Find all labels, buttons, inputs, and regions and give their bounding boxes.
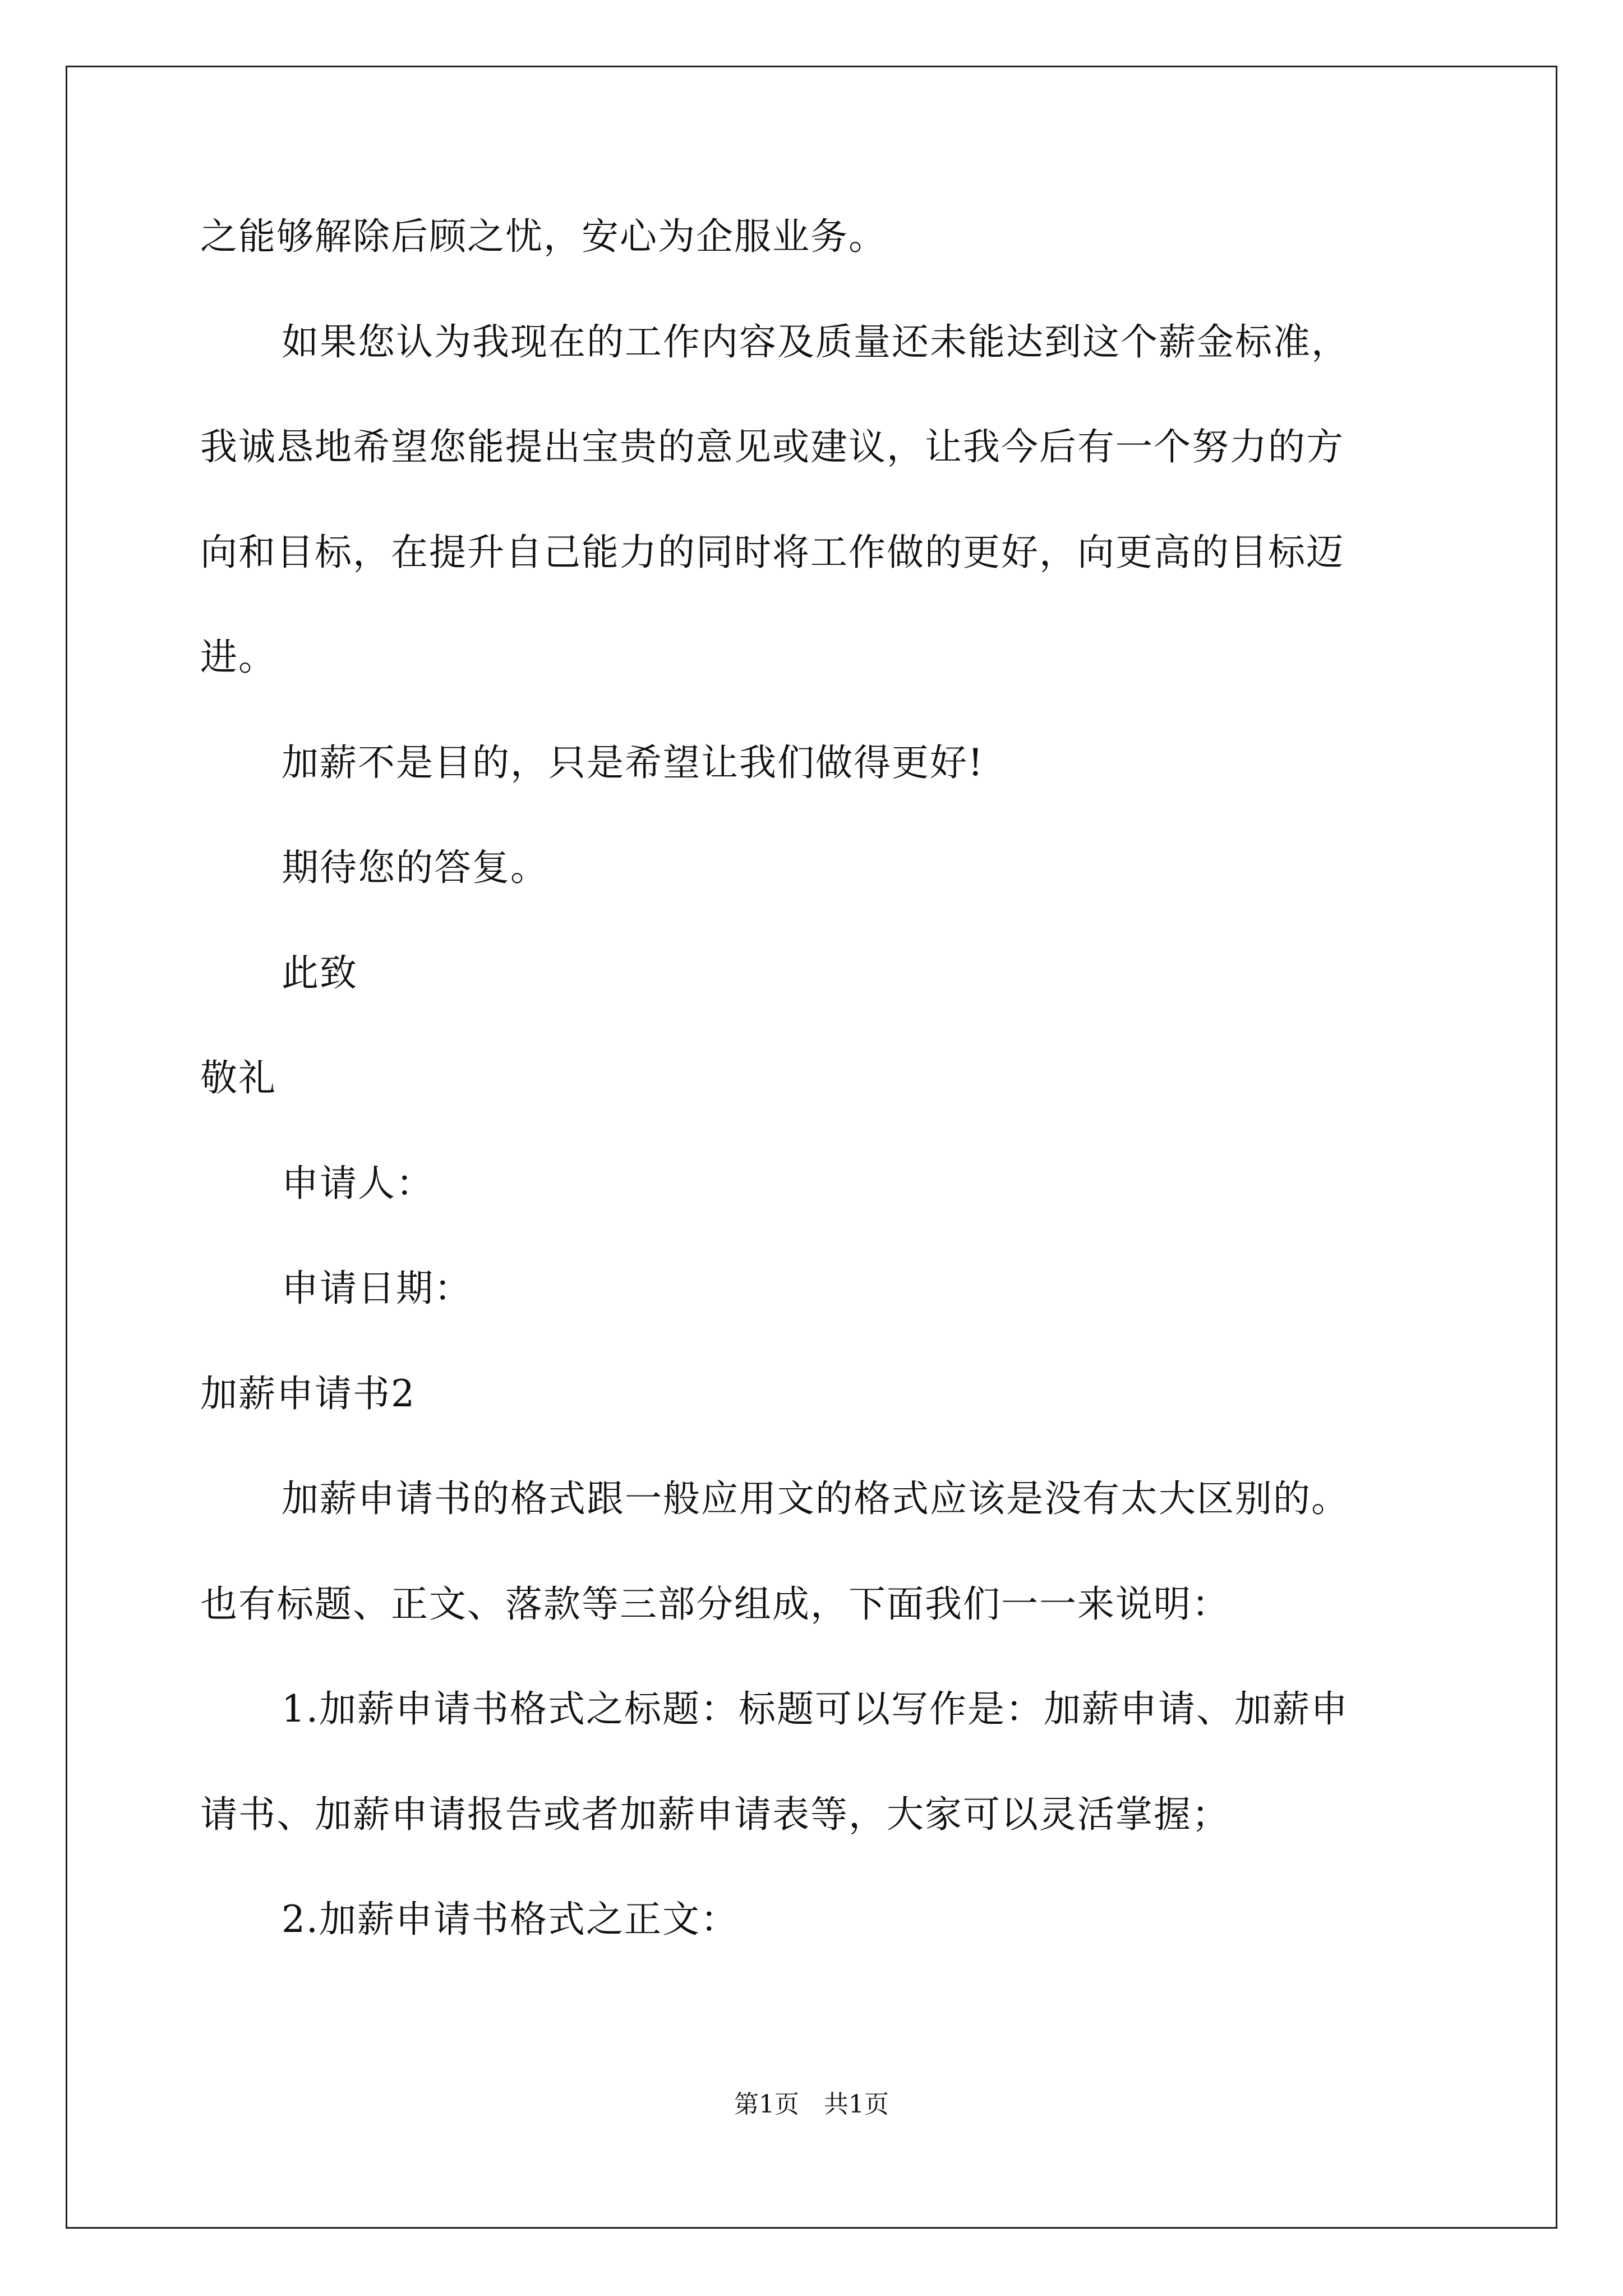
text-line-1: 之能够解除后顾之忧，安心为企服业务。 — [200, 215, 887, 258]
text-line-9: 敬礼 — [200, 1056, 276, 1099]
text-line-8: 此致 — [282, 951, 358, 995]
text-line-4: 向和目标，在提升自己能力的同时将工作做的更好，向更高的目标迈 — [200, 531, 1344, 574]
text-line-15: 1.加薪申请书格式之标题：标题可以写作是：加薪申请、加薪申 — [282, 1687, 1349, 1731]
text-line-7: 期待您的答复。 — [282, 846, 548, 889]
text-line-3: 我诚恳地希望您能提出宝贵的意见或建议，让我今后有一个努力的方 — [200, 425, 1344, 468]
text-line-10: 申请人： — [282, 1162, 434, 1205]
text-line-14: 也有标题、正文、落款等三部分组成，下面我们一一来说明： — [200, 1582, 1230, 1626]
text-line-13: 加薪申请书的格式跟一般应用文的格式应该是没有太大区别的。 — [282, 1477, 1349, 1520]
text-line-2: 如果您认为我现在的工作内容及质量还未能达到这个薪金标准， — [282, 320, 1349, 364]
text-line-6: 加薪不是目的，只是希望让我们做得更好! — [282, 741, 984, 784]
section-heading: 加薪申请书2 — [200, 1372, 416, 1415]
text-line-5: 进。 — [200, 636, 276, 679]
page-footer: 第1页 共1页 — [734, 2090, 889, 2119]
text-line-11: 申请日期： — [282, 1267, 472, 1310]
text-line-16: 请书、加薪申请报告或者加薪申请表等，大家可以灵活掌握； — [200, 1793, 1230, 1836]
text-line-17: 2.加薪申请书格式之正文： — [282, 1898, 739, 1941]
